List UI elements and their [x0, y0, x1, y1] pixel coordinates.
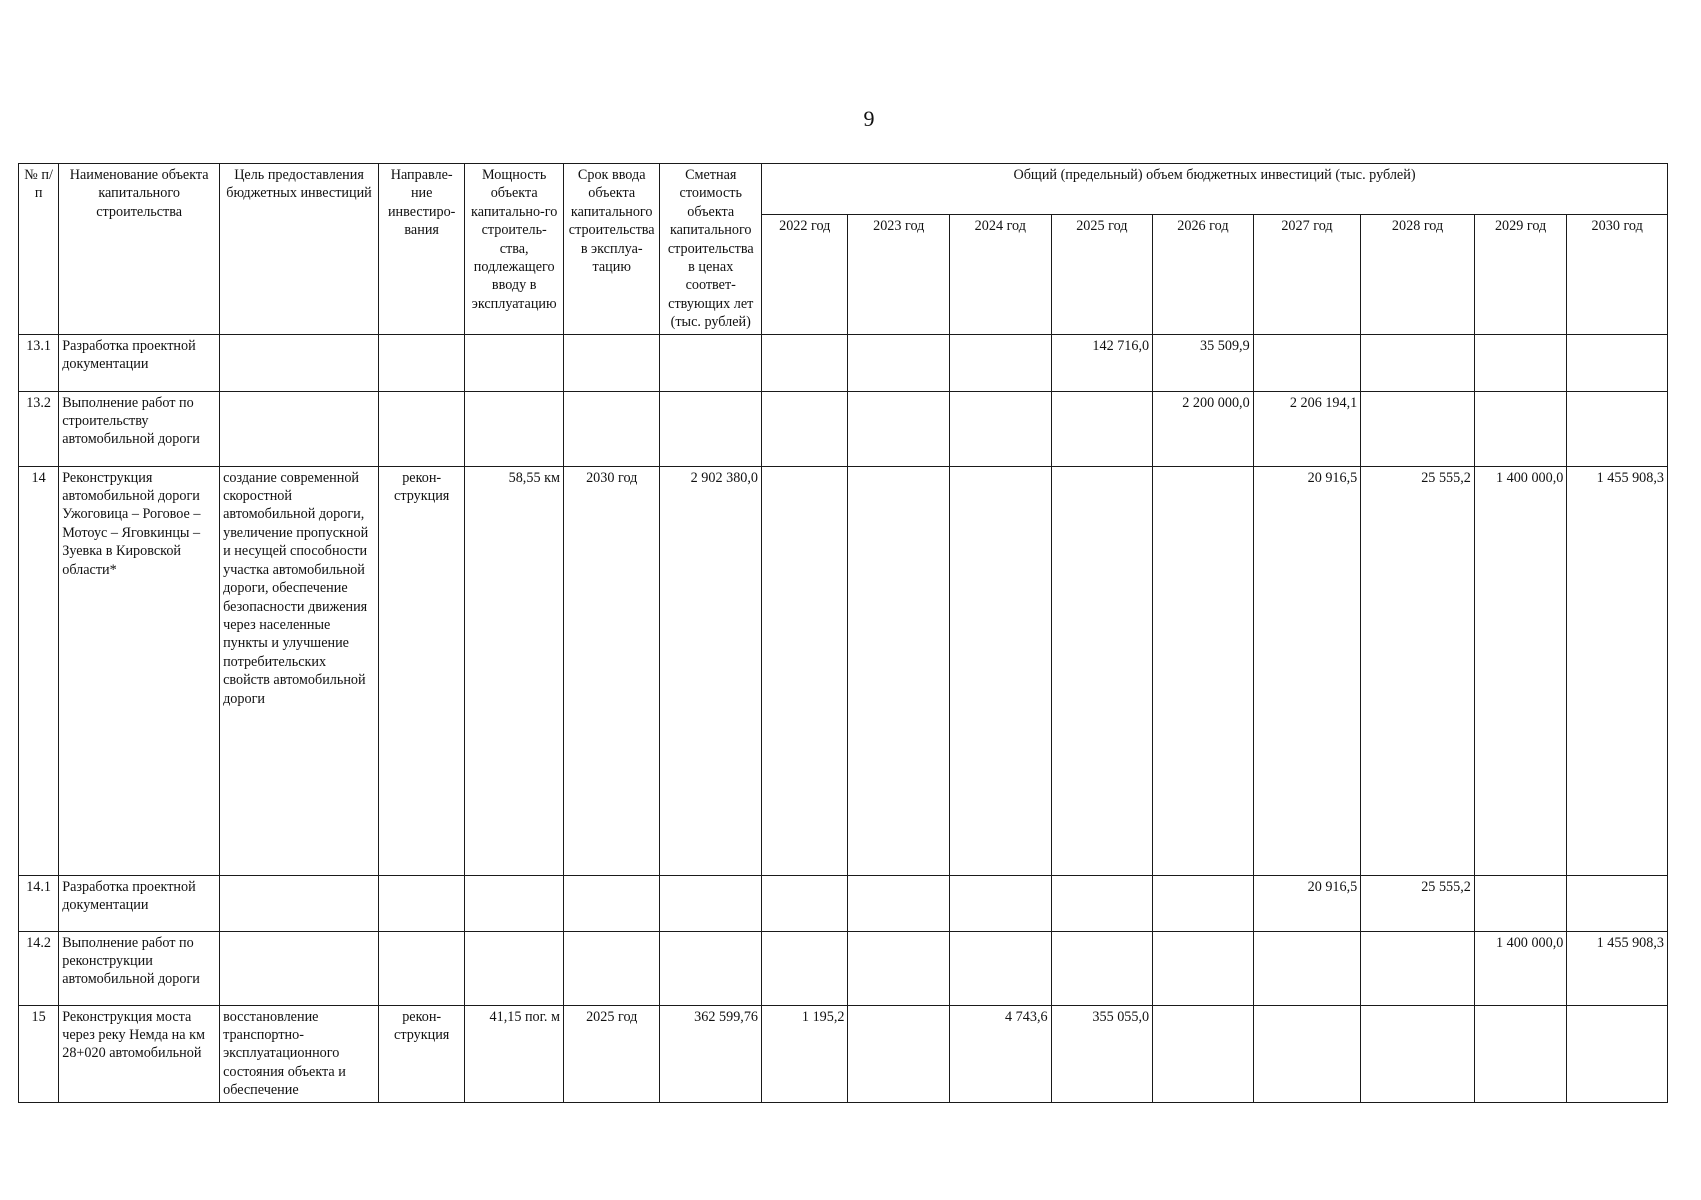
- header-year: 2024 год: [950, 215, 1052, 334]
- row-2025: 355 055,0: [1051, 1005, 1153, 1102]
- header-year: 2028 год: [1361, 215, 1475, 334]
- row-2030: 1 455 908,3: [1567, 931, 1668, 1005]
- row-2028: [1361, 391, 1475, 466]
- row-name: Выполнение работ по реконструкции автомобильной дороги: [59, 931, 220, 1005]
- row-num: 14.2: [19, 931, 59, 1005]
- row-term: 2030 год: [563, 466, 660, 875]
- row-2026: [1153, 875, 1254, 931]
- row-2025: [1051, 875, 1153, 931]
- row-2029: 1 400 000,0: [1474, 931, 1567, 1005]
- header-goal: Цель предоставления бюджетных инвестиций: [220, 164, 379, 335]
- row-2027: 2 206 194,1: [1253, 391, 1361, 466]
- row-2024: [950, 466, 1052, 875]
- row-2030: [1567, 391, 1668, 466]
- row-2024: [950, 931, 1052, 1005]
- row-2027: [1253, 334, 1361, 391]
- row-capacity: 58,55 км: [465, 466, 564, 875]
- row-2025: 142 716,0: [1051, 334, 1153, 391]
- row-num: 13.2: [19, 391, 59, 466]
- page-number: 9: [863, 106, 875, 131]
- row-2029: [1474, 1005, 1567, 1102]
- row-2024: [950, 875, 1052, 931]
- row-2029: [1474, 334, 1567, 391]
- row-2023: [848, 391, 950, 466]
- row-2024: [950, 391, 1052, 466]
- row-2023: [848, 931, 950, 1005]
- row-2022: [762, 334, 848, 391]
- row-term: [563, 334, 660, 391]
- row-cost: 362 599,76: [660, 1005, 762, 1102]
- header-year: 2030 год: [1567, 215, 1668, 334]
- row-2024: [950, 334, 1052, 391]
- row-name: Разработка проектной документации: [59, 334, 220, 391]
- header-year: 2023 год: [848, 215, 950, 334]
- header-cost: Сметная стоимость объекта капитального строительства в ценах соответ-ствующих лет (тыс. рублей): [660, 164, 762, 335]
- row-cost: [660, 334, 762, 391]
- row-2029: [1474, 875, 1567, 931]
- row-name: Реконструкция автомобильной дороги Ужоговица – Роговое – Мотоус – Яговкинцы – Зуевка в Кировской области*: [59, 466, 220, 875]
- row-2023: [848, 1005, 950, 1102]
- row-2027: [1253, 1005, 1361, 1102]
- row-2026: [1153, 931, 1254, 1005]
- row-term: 2025 год: [563, 1005, 660, 1102]
- row-2028: [1361, 1005, 1475, 1102]
- row-goal: [220, 875, 379, 931]
- row-name: Выполнение работ по строительству автомобильной дороги: [59, 391, 220, 466]
- header-direction: Направле-ние инвестиро-вания: [378, 164, 464, 335]
- row-direction: [378, 334, 464, 391]
- row-direction: [378, 931, 464, 1005]
- table-row: [19, 391, 1668, 466]
- row-capacity: 41,15 пог. м: [465, 1005, 564, 1102]
- row-2026: 35 509,9: [1153, 334, 1254, 391]
- row-2030: [1567, 875, 1668, 931]
- header-name: Наименование объекта капитального строительства: [59, 164, 220, 335]
- row-2022: 1 195,2: [762, 1005, 848, 1102]
- row-2023: [848, 875, 950, 931]
- row-name: Разработка проектной документации: [59, 875, 220, 931]
- row-2026: 2 200 000,0: [1153, 391, 1254, 466]
- row-2025: [1051, 931, 1153, 1005]
- row-2030: 1 455 908,3: [1567, 466, 1668, 875]
- row-goal: [220, 334, 379, 391]
- row-direction: рекон-струкция: [378, 466, 464, 875]
- row-capacity: [465, 931, 564, 1005]
- row-2028: [1361, 931, 1475, 1005]
- header-capacity: Мощность объекта капитально-го строитель-ства, подлежащего вводу в эксплуатацию: [465, 164, 564, 335]
- row-num: 14.1: [19, 875, 59, 931]
- row-num: 13.1: [19, 334, 59, 391]
- row-2024: 4 743,6: [950, 1005, 1052, 1102]
- row-capacity: [465, 875, 564, 931]
- row-direction: [378, 391, 464, 466]
- row-2030: [1567, 1005, 1668, 1102]
- row-2022: [762, 466, 848, 875]
- row-2023: [848, 334, 950, 391]
- header-total: Общий (предельный) объем бюджетных инвестиций (тыс. рублей): [762, 164, 1668, 215]
- investment-table: [18, 163, 1668, 1103]
- row-2025: [1051, 466, 1153, 875]
- row-num: 14: [19, 466, 59, 875]
- row-2030: [1567, 334, 1668, 391]
- row-2027: 20 916,5: [1253, 466, 1361, 875]
- row-2022: [762, 931, 848, 1005]
- row-2028: 25 555,2: [1361, 466, 1475, 875]
- row-2027: [1253, 931, 1361, 1005]
- header-year: 2025 год: [1051, 215, 1153, 334]
- row-cost: [660, 931, 762, 1005]
- row-2022: [762, 391, 848, 466]
- row-goal: [220, 931, 379, 1005]
- table-row: [19, 1005, 1668, 1102]
- header-year: 2029 год: [1474, 215, 1567, 334]
- row-goal: создание современной скоростной автомобильной дороги, увеличение пропускной и несущей способности участка автомобильной дороги, обеспечение безопасности движения через населенные пункты и улучшение потребительских свойств автомобильной дороги: [220, 466, 379, 875]
- table-row: [19, 334, 1668, 391]
- row-goal: [220, 391, 379, 466]
- row-2025: [1051, 391, 1153, 466]
- table-row: [19, 875, 1668, 931]
- row-2022: [762, 875, 848, 931]
- header-num: № п/п: [19, 164, 59, 335]
- row-2028: [1361, 334, 1475, 391]
- row-cost: [660, 875, 762, 931]
- row-capacity: [465, 334, 564, 391]
- row-cost: [660, 391, 762, 466]
- header-year: 2027 год: [1253, 215, 1361, 334]
- row-term: [563, 931, 660, 1005]
- table-row: [19, 931, 1668, 1005]
- row-direction: рекон-струкция: [378, 1005, 464, 1102]
- row-direction: [378, 875, 464, 931]
- row-num: 15: [19, 1005, 59, 1102]
- row-name: Реконструкция моста через реку Немда на км 28+020 автомобильной: [59, 1005, 220, 1102]
- table-row: [19, 466, 1668, 875]
- header-term: Срок ввода объекта капитального строительства в эксплуа-тацию: [563, 164, 660, 335]
- row-2026: [1153, 1005, 1254, 1102]
- row-2023: [848, 466, 950, 875]
- row-2028: 25 555,2: [1361, 875, 1475, 931]
- header-year: 2026 год: [1153, 215, 1254, 334]
- row-2026: [1153, 466, 1254, 875]
- row-2029: 1 400 000,0: [1474, 466, 1567, 875]
- row-term: [563, 391, 660, 466]
- row-capacity: [465, 391, 564, 466]
- row-2027: 20 916,5: [1253, 875, 1361, 931]
- header-year: 2022 год: [762, 215, 848, 334]
- row-2029: [1474, 391, 1567, 466]
- row-goal: восстановление транспортно-эксплуатационного состояния объекта и обеспечение: [220, 1005, 379, 1102]
- row-cost: 2 902 380,0: [660, 466, 762, 875]
- row-term: [563, 875, 660, 931]
- header-row-1: [19, 164, 1668, 215]
